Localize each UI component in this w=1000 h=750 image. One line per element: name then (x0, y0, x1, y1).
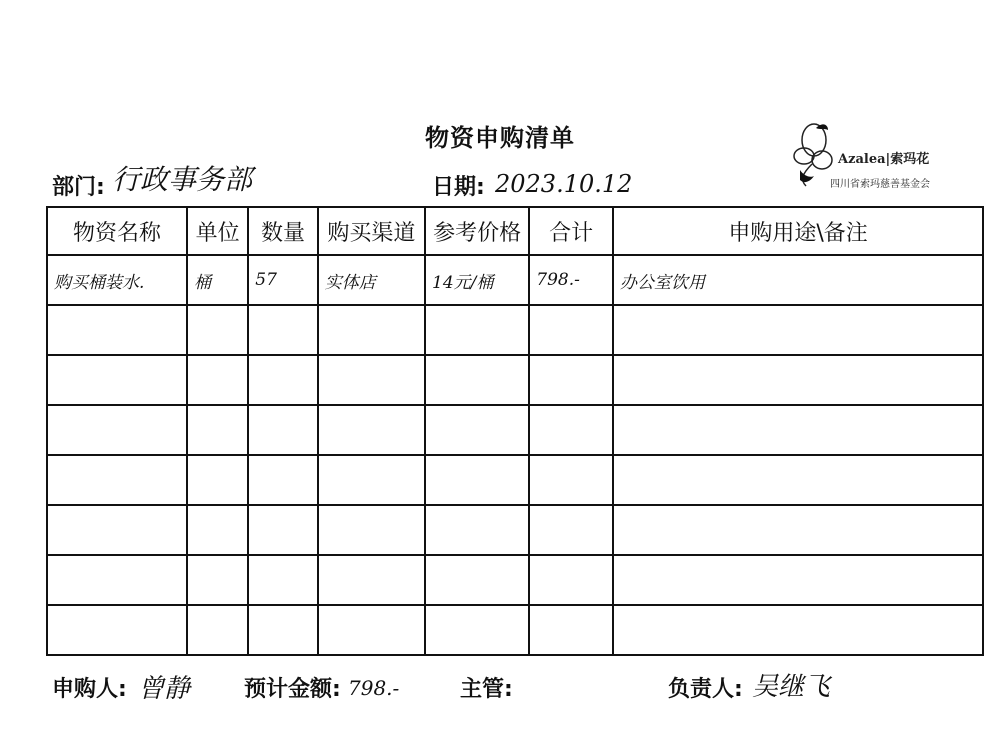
table-row (47, 355, 983, 405)
cell-quantity (248, 555, 317, 605)
cell-ref-price (425, 505, 529, 555)
cell-purpose (613, 505, 983, 555)
table-row (47, 555, 983, 605)
cell-quantity (248, 605, 317, 655)
cell-purpose (613, 605, 983, 655)
table-row (47, 505, 983, 555)
cell-unit (187, 555, 248, 605)
table-row (47, 605, 983, 655)
estimate-value: 798.- (348, 676, 400, 700)
applicant-signature: 曾静 (138, 674, 191, 704)
cell-item-name (47, 555, 187, 605)
cell-total (529, 605, 613, 655)
cell-quantity (248, 505, 317, 555)
cell-ref-price (425, 405, 529, 455)
cell-quantity (248, 405, 317, 455)
cell-total (529, 455, 613, 505)
purchase-items-table (46, 206, 984, 656)
cell-ref-price (425, 555, 529, 605)
cell-channel (318, 605, 425, 655)
cell-total (529, 355, 613, 405)
cell-purpose (613, 305, 983, 355)
cell-purpose (613, 555, 983, 605)
cell-item-name (47, 505, 187, 555)
cell-purpose (613, 355, 983, 405)
cell-item-name (47, 355, 187, 405)
cell-total: 798.- (529, 255, 613, 305)
header-quantity: 数量 (248, 207, 317, 255)
header-unit: 单位 (187, 207, 248, 255)
cell-item-name (47, 305, 187, 355)
cell-ref-price: 14元/桶 (425, 255, 529, 305)
applicant-label: 申购人: (52, 677, 127, 702)
cell-quantity (248, 455, 317, 505)
header-channel: 购买渠道 (318, 207, 425, 255)
header-ref-price: 参考价格 (425, 207, 529, 255)
cell-unit: 桶 (187, 255, 248, 305)
cell-unit (187, 455, 248, 505)
cell-unit (187, 355, 248, 405)
header-item-name: 物资名称 (47, 207, 187, 255)
supervisor-label: 主管: (460, 677, 513, 702)
cell-unit (187, 405, 248, 455)
table-row (47, 405, 983, 455)
cell-channel (318, 555, 425, 605)
responsible-label: 负责人: (668, 677, 743, 702)
cell-unit (187, 505, 248, 555)
cell-unit (187, 605, 248, 655)
header-purpose-remark: 申购用途\备注 (613, 207, 983, 255)
table-row (47, 455, 983, 505)
cell-total (529, 505, 613, 555)
date-value: 2023.10.12 (495, 170, 633, 198)
estimate-label: 预计金额: (244, 677, 341, 702)
cell-purpose (613, 405, 983, 455)
cell-item-name (47, 455, 187, 505)
cell-quantity (248, 305, 317, 355)
table-header-row (47, 207, 983, 255)
responsible-signature: 吴继飞 (752, 672, 831, 702)
logo-brand-text: Azalea|索玛花 (838, 152, 930, 167)
cell-purpose: 办公室饮用 (613, 255, 983, 305)
header-total: 合计 (529, 207, 613, 255)
cell-channel (318, 305, 425, 355)
logo-subtitle: 四川省索玛慈善基金会 (830, 179, 930, 190)
cell-total (529, 305, 613, 355)
cell-unit (187, 305, 248, 355)
cell-channel (318, 355, 425, 405)
form-title: 物资申购清单 (425, 124, 575, 152)
cell-channel (318, 455, 425, 505)
department-label: 部门: (52, 175, 105, 200)
date-label: 日期: (432, 175, 485, 200)
cell-ref-price (425, 605, 529, 655)
cell-ref-price (425, 355, 529, 405)
cell-quantity: 57 (248, 255, 317, 305)
cell-channel: 实体店 (318, 255, 425, 305)
cell-quantity (248, 355, 317, 405)
table-row (47, 305, 983, 355)
cell-ref-price (425, 455, 529, 505)
cell-ref-price (425, 305, 529, 355)
cell-item-name: 购买桶装水. (47, 255, 187, 305)
cell-total (529, 405, 613, 455)
cell-item-name (47, 405, 187, 455)
table-row (47, 255, 983, 305)
cell-channel (318, 505, 425, 555)
cell-item-name (47, 605, 187, 655)
department-value: 行政事务部 (112, 163, 253, 196)
cell-total (529, 555, 613, 605)
cell-purpose (613, 455, 983, 505)
cell-channel (318, 405, 425, 455)
